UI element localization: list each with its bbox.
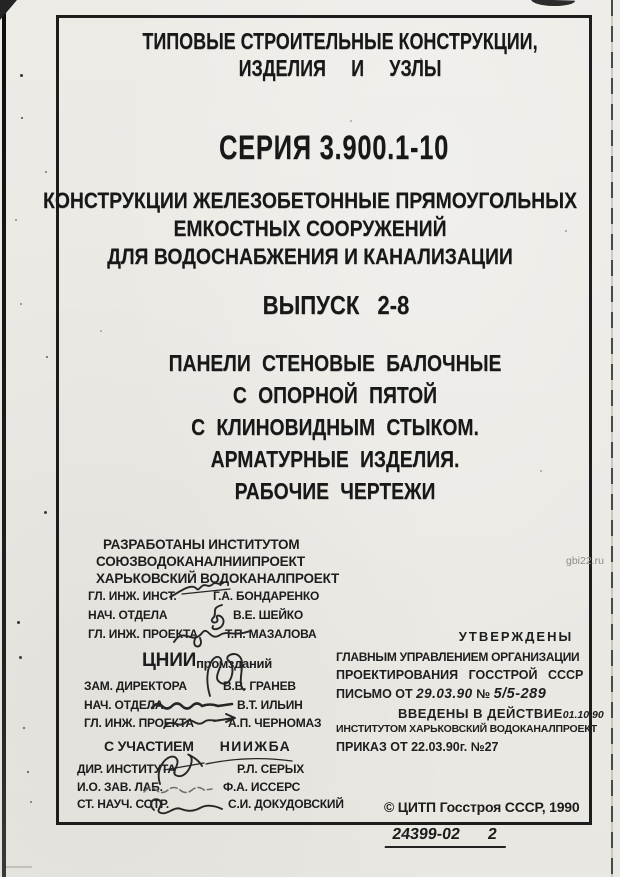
dust-speck xyxy=(20,303,22,305)
subject-line-2: ЕМКОСТНЫХ СООРУЖЕНИЙ xyxy=(173,216,447,241)
signer-role: СТ. НАУЧ. СОТР. xyxy=(77,797,170,811)
copyright-notice: © ЦИТП Госстроя СССР, 1990 xyxy=(384,799,580,815)
title-line-1: ПАНЕЛИ СТЕНОВЫЕ БАЛОЧНЫЕ xyxy=(168,350,502,376)
approval-letter-line xyxy=(336,686,592,702)
signature-mazalova xyxy=(172,622,252,650)
scan-smudge-top xyxy=(531,0,575,7)
scan-edge-right xyxy=(611,0,613,877)
cnii-name-main: ЦНИИ xyxy=(142,650,197,671)
signer-name: Ф.А. ИССЕРС xyxy=(223,780,301,794)
approved-line-1: ГЛАВНЫМ УПРАВЛЕНИЕМ ОРГАНИЗАЦИИ xyxy=(336,650,580,664)
dust-speck xyxy=(27,771,29,773)
doc-number-value: 24399-02 xyxy=(391,826,461,843)
order-line: ПРИКАЗ ОТ 22.03.90г. №27 xyxy=(336,740,499,754)
document-title xyxy=(75,347,596,507)
participation-org: НИИЖБА xyxy=(219,738,292,754)
developed-heading-line-2: СОЮЗВОДОКАНАЛНИИПРОЕКТ xyxy=(96,553,305,569)
scan-edge-left xyxy=(2,0,6,877)
signature-dokudovsky xyxy=(144,794,224,818)
signer-name: В.В. ГРАНЕВ xyxy=(223,679,296,693)
signer-role: ЗАМ. ДИРЕКТОРА xyxy=(84,679,187,693)
category-line-2: ИЗДЕЛИЯ И УЗЛЫ xyxy=(238,55,442,81)
signer-name: А.П. ЧЕРНОМАЗ xyxy=(228,716,322,730)
dust-speck xyxy=(15,219,17,221)
letter-number: 5/5-289 xyxy=(493,686,547,702)
letter-prefix: ПИСЬМО ОТ xyxy=(336,687,413,701)
dust-speck xyxy=(19,656,22,659)
signer-name: В.Е. ШЕЙКО xyxy=(233,608,304,622)
signer-name: С.И. ДОКУДОВСКИЙ xyxy=(228,797,344,811)
title-line-5: РАБОЧИЕ ЧЕРТЕЖИ xyxy=(234,478,436,504)
underline-swoosh-niizhb xyxy=(204,755,294,767)
subject-title xyxy=(37,187,583,271)
dust-speck xyxy=(30,801,32,803)
developed-heading-line-3: ХАРЬКОВСКИЙ ВОДОКАНАЛПРОЕКТ xyxy=(96,570,340,586)
dust-speck xyxy=(21,117,23,119)
introduced-institute-line: ИНСТИТУТОМ ХАРЬКОВСКИЙ ВОДОКАНАЛПРОЕКТ xyxy=(336,723,597,735)
title-line-2: С ОПОРНОЙ ПЯТОЙ xyxy=(232,382,438,408)
dust-speck xyxy=(20,74,23,77)
signer-role: ГЛ. ИНЖ. ПРОЕКТА xyxy=(84,716,194,730)
signer-name: В.Т. ИЛЬИН xyxy=(237,698,303,712)
watermark-text: gbi22.ru xyxy=(566,555,604,567)
signature-granev xyxy=(198,648,256,700)
cnii-name-sub: промзданий xyxy=(196,656,272,671)
dust-speck xyxy=(23,727,25,729)
signer-role: ДИР. ИНСТИТУТА xyxy=(77,762,176,776)
approved-heading: УТВЕРЖДЕНЫ xyxy=(458,629,574,644)
effective-text: ВВЕДЕНЫ В ДЕЙСТВИЕ xyxy=(398,706,563,721)
signer-role: ГЛ. ИНЖ. ИНСТ. xyxy=(88,589,177,603)
signature-bondarenko xyxy=(168,577,238,601)
scan-dash-bottom xyxy=(6,866,32,868)
effective-date-line xyxy=(336,706,620,721)
title-line-4: АРМАТУРНЫЕ ИЗДЕЛИЯ. xyxy=(210,446,460,472)
subject-line-1: КОНСТРУКЦИИ ЖЕЛЕЗОБЕТОННЫЕ ПРЯМОУГОЛЬНЫХ xyxy=(43,188,577,213)
letter-no-label: № xyxy=(476,687,491,701)
document-category-title xyxy=(98,28,582,82)
dust-speck xyxy=(17,621,20,624)
subject-line-3: ДЛЯ ВОДОСНАБЖЕНИЯ И КАНАЛИЗАЦИИ xyxy=(107,244,513,269)
dust-speck xyxy=(45,171,47,173)
signer-name: Р.Л. СЕРЫХ xyxy=(237,762,305,776)
dust-speck xyxy=(44,511,47,514)
effective-date: 01.10.90 xyxy=(562,709,604,721)
category-line-1: ТИПОВЫЕ СТРОИТЕЛЬНЫЕ КОНСТРУКЦИИ, xyxy=(142,28,538,54)
participation-prefix: С УЧАСТИЕМ xyxy=(104,738,194,754)
scan-corner-artifact xyxy=(0,0,17,20)
signer-role: НАЧ. ОТДЕЛА xyxy=(88,608,168,622)
issue-number: ВЫПУСК 2-8 xyxy=(262,290,410,320)
document-number xyxy=(385,826,508,848)
series-number: СЕРИЯ 3.900.1-10 xyxy=(218,129,450,167)
signer-role: НАЧ. ОТДЕЛА xyxy=(84,698,164,712)
dust-speck xyxy=(46,356,48,358)
letter-date: 29.03.90 xyxy=(416,686,473,701)
signer-name: Т.П. МАЗАЛОВА xyxy=(225,627,317,641)
signer-name: Г.А. БОНДАРЕНКО xyxy=(213,589,320,603)
approved-line-2: ПРОЕКТИРОВАНИЯ ГОССТРОЙ СССР xyxy=(336,668,584,682)
signer-role: ГЛ. ИНЖ. ПРОЕКТА xyxy=(88,627,198,641)
page-number: 2 xyxy=(486,826,498,843)
signature-chernomaz xyxy=(162,710,242,736)
title-line-3: С КЛИНОВИДНЫМ СТЫКОМ. xyxy=(191,414,479,440)
signer-role: И.О. ЗАВ. ЛАБ. xyxy=(77,780,163,794)
developed-heading-line-1: РАЗРАБОТАНЫ ИНСТИТУТОМ xyxy=(103,537,300,552)
